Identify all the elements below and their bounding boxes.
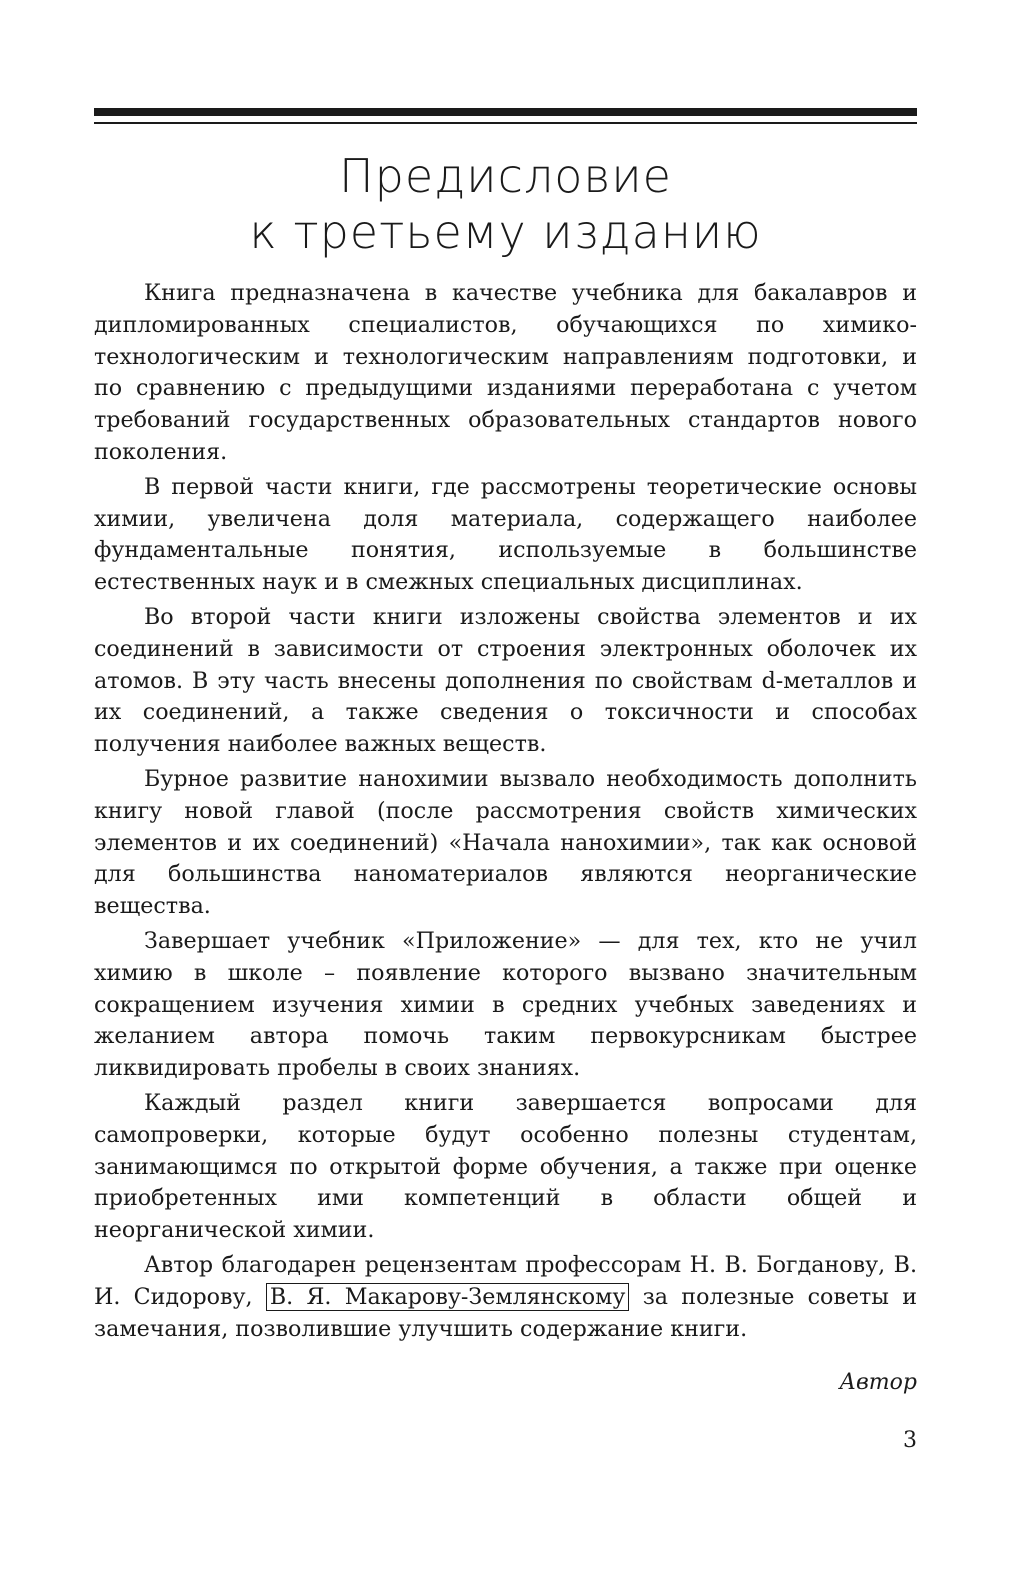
paragraph-acknowledgements: [94, 1250, 917, 1345]
page-title: [94, 148, 917, 260]
paragraph-3: Во второй части книги изложены свойства элементов и их соединений в зависимости от строения электронных оболочек их атомов. В эту часть внесены дополнения по свойствам d-металлов и их соединений, а также сведения о токсичности и способах получения наиболее важных веществ.: [94, 603, 917, 758]
title-line-2: к третьему изданию: [249, 205, 762, 259]
paragraph-6: Каждый раздел книги завершается вопросами для самопроверки, которые будут особенно полезны студентам, занимающимся по открытой форме обучения, а также при оценке приобретенных ими компетенций в области общей и неорганической химии.: [94, 1089, 917, 1244]
thanks-text-before: Автор благодарен рецензентам профессорам Н. В. Богданову, В. И. Сидорову,: [94, 1251, 917, 1310]
header-rule-thin: [94, 122, 917, 124]
author-signature: Автор: [839, 1370, 917, 1395]
boxed-reviewer-name: В. Я. Макарову-Землянскому: [266, 1283, 630, 1311]
paragraph-5: Завершает учебник «Приложение» — для тех, кто не учил химию в школе – появление которого вызвано значительным сокращением изучения химии в средних учебных заведениях и желанием автора помочь таким первокурсникам быстрее ликвидировать пробелы в своих знаниях.: [94, 927, 917, 1082]
paragraph-1: Книга предназначена в качестве учебника для бакалавров и дипломированных специалистов, обучающихся по химико-технологическим и технологическим направлениям подготовки, и по сравнению с предыдущими изданиями переработана с учетом требований государственных образовательных стандартов нового поколения.: [94, 280, 917, 465]
header-rule-thick: [94, 108, 917, 116]
paragraph-2: В первой части книги, где рассмотрены теоретические основы химии, увеличена доля материала, содержащего наиболее фундаментальные понятия, используемые в большинстве естественных наук и в смежных специальных дисциплинах.: [94, 473, 917, 596]
paragraph-4: Бурное развитие нанохимии вызвало необходимость дополнить книгу новой главой (после рассмотрения свойств химических элементов и их соединений) «Начала нанохимии», так как основой для большинства наноматериалов являются неорганические вещества.: [94, 765, 917, 920]
title-line-1: Предисловие: [339, 149, 672, 203]
preface-body: [94, 278, 917, 1348]
thanks-text-after: за полезные советы и замечания, позволившие улучшить содержание книги.: [94, 1283, 917, 1342]
page-number: 3: [903, 1428, 917, 1453]
